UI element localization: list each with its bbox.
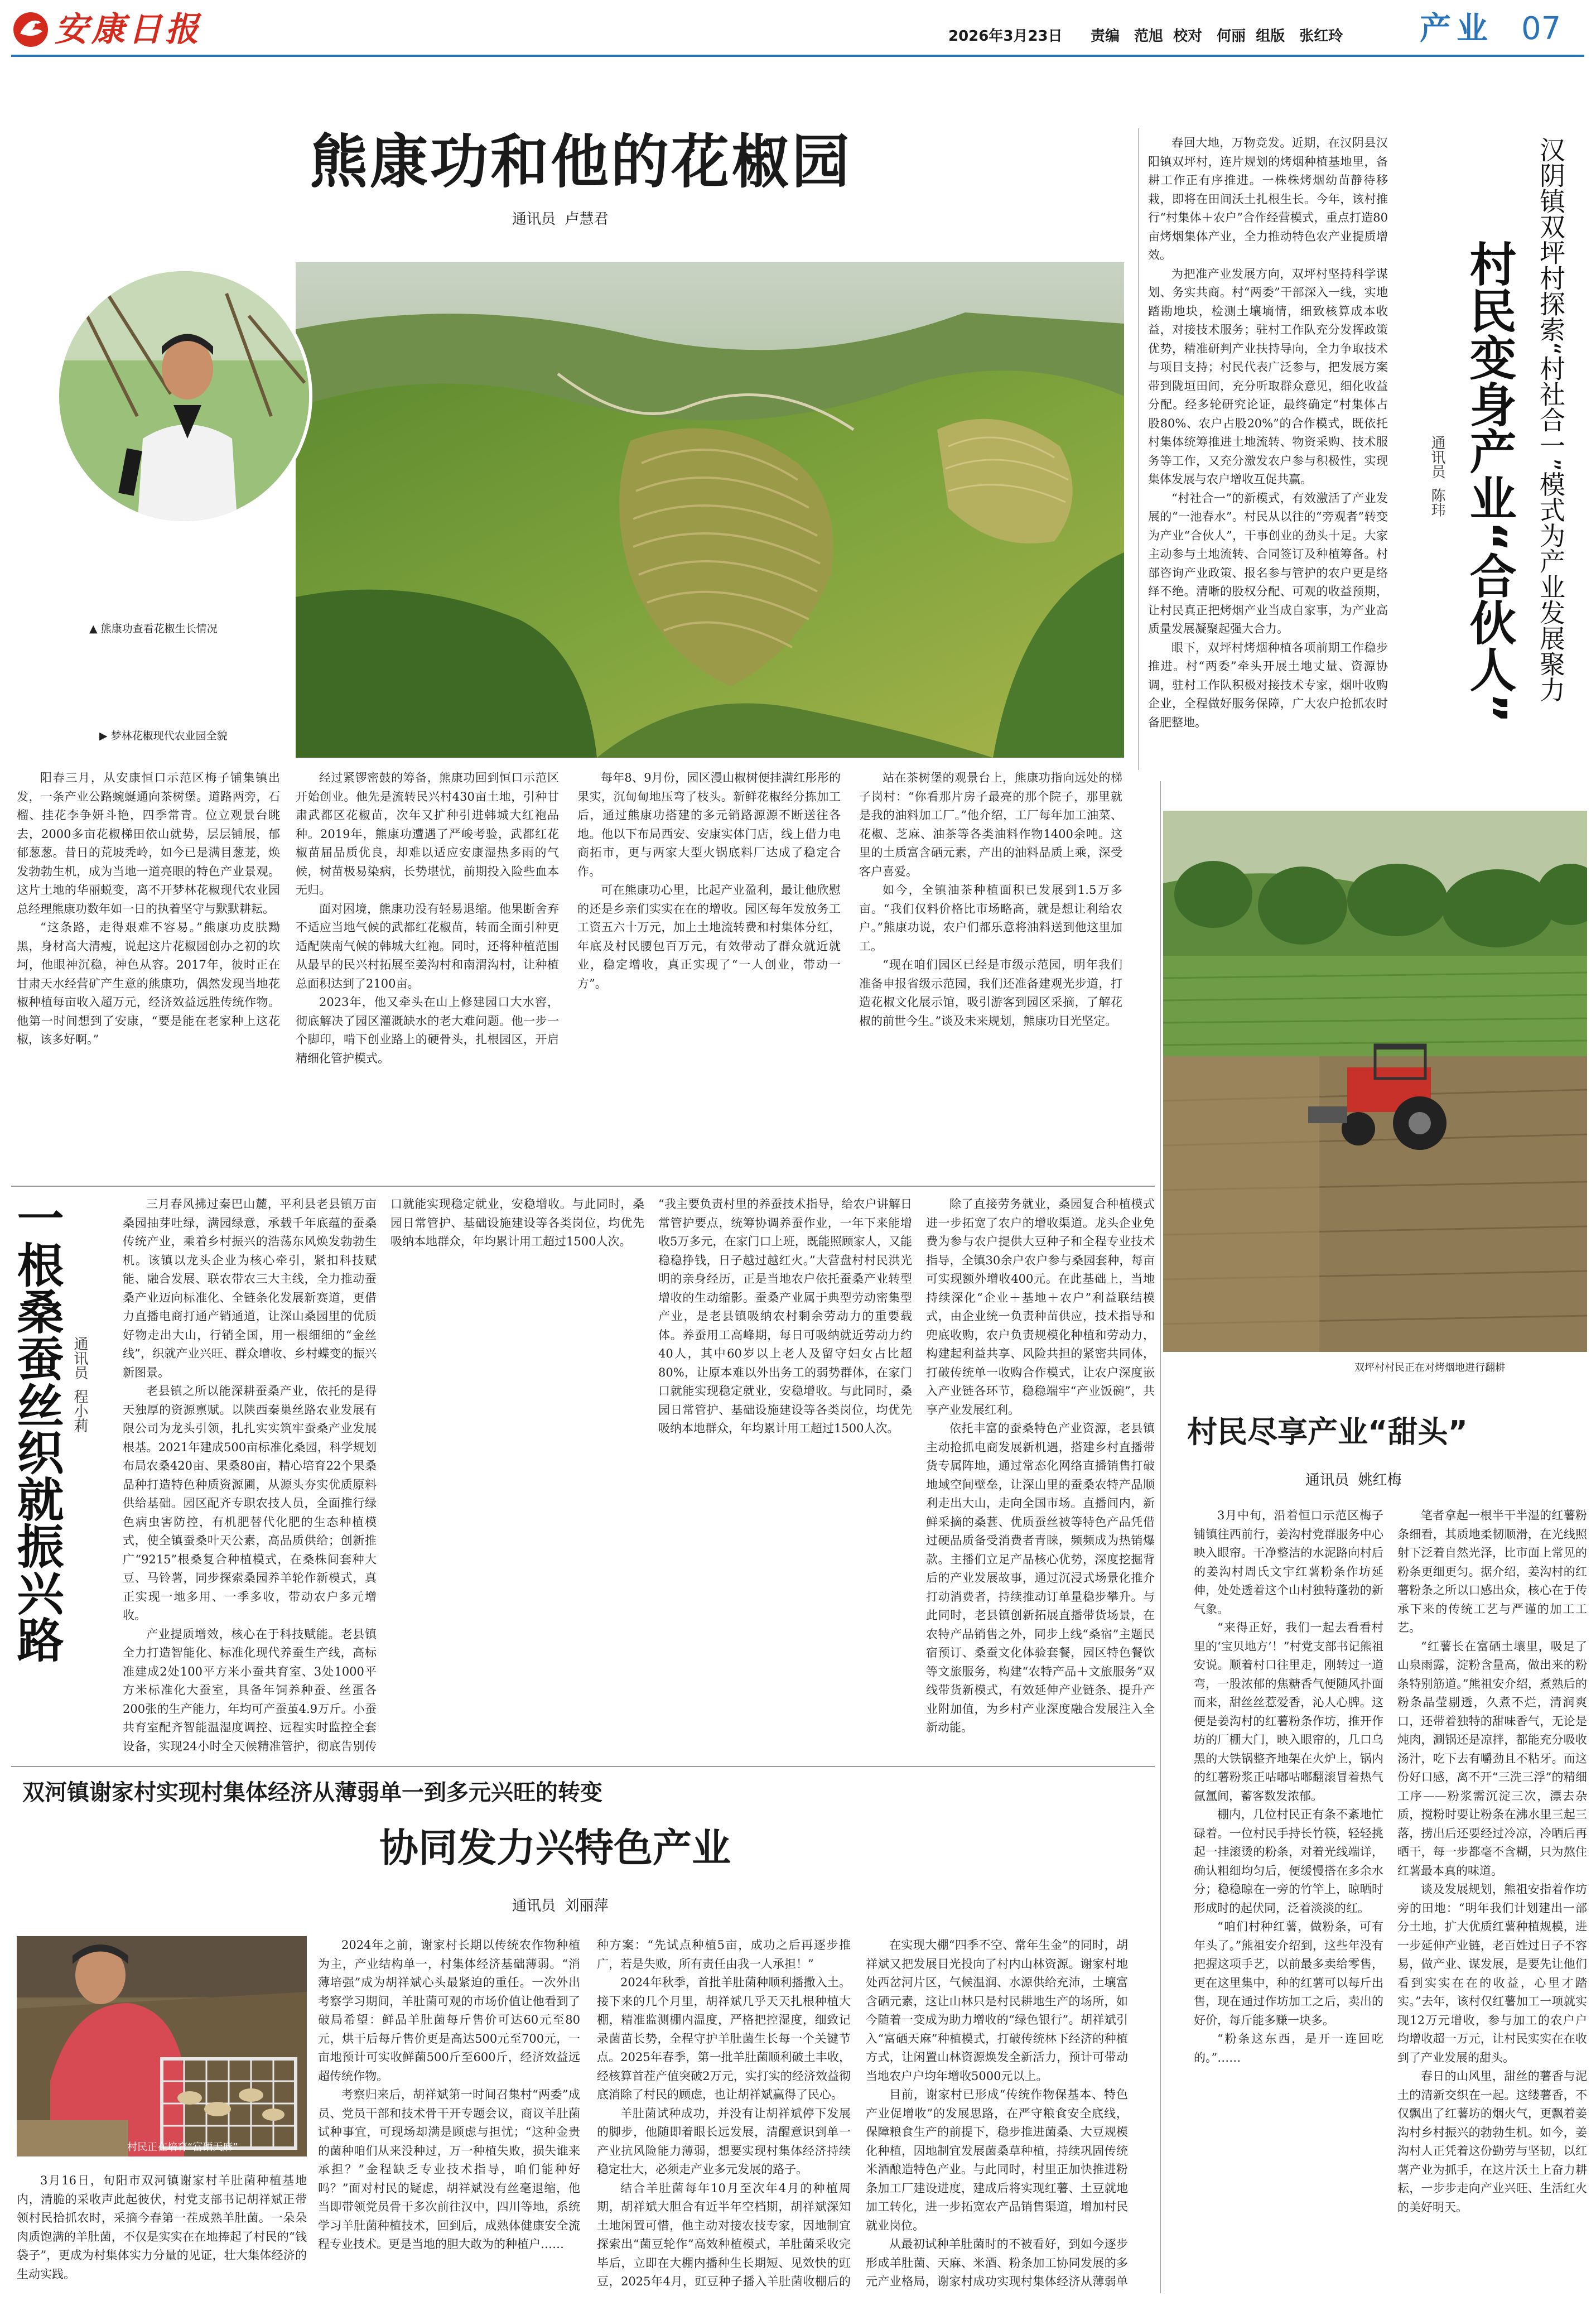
article2-headline: 村民变身产业“合伙人” [1462,240,1517,724]
article4-paragraph: 笔者拿起一根半干半湿的红薯粉条细看，其质地柔韧顺滑，在光线照射下泛着自然光泽，比市面上常见的粉条更细更匀。据介绍，姜沟村的红薯粉条之所以口感出众，核心在于传承下来的传统工艺与严谨的加工工艺。 [1397,1509,1587,1634]
article5-paragraph: 3月16日，旬阳市双河镇谢家村羊肚菌种植基地内，清脆的采收声此起彼伏，村党支部书记胡祥斌正带领村民拾抓农时，采摘今春第一茬成熟羊肚菌。一朵朵肉质饱满的羊肚菌，不仅是实实在在地捧起了村民的“钱袋子”，更成为村集体实力分量的见证，壮大集体经济的生动实践。 [17,2174,307,2281]
article5-tianma-photo [17,1936,307,2156]
article1-portrait-photo [56,268,312,524]
article4-headline: 村民尽享产业“甜头” [1187,1414,1468,1450]
article3-paragraph: 除了直接劳务就业，桑园复合种植模式进一步拓宽了农户的增收渠道。龙头企业免费为参与农户提供大豆种子和全程专业技术指导，全镇30余户农户参与桑园套种，每亩可实现额外增收400元。在此基础上，当地持续深化“企业＋基地＋农户”利益联结模式，由企业统一负责种苗供应，技术指导和兜底收购，农户负责规模化种植和劳动力，构建起利益共享、风险共担的紧密共同体，打破传统单一收购合作模式，让农户深度嵌入产业链各环节，稳稳端牢“产业饭碗”，共享产业发展红利。 [926,1197,1155,1417]
article3-paragraph: 口就能实现稳定就业，安稳增收。与此同时，桑园日常管护、基础设施建设等各类岗位，均优先吸纳本地群众，年均累计用工超过1500人次。 [390,1197,644,1248]
issue-date: 2026年3月23日 [948,28,1063,45]
article1-paragraph: 阳春三月，从安康恒口示范区梅子铺集镇出发，一条产业公路蜿蜒通向茶树堡。道路两旁，石榴、挂花李争妍斗艳，四季常青。位立观景台眺去，2000多亩花椒梯田依山就势，层层铺展，郁郁葱葱。昔日的荒坡秃岭，如今已是满目葱茏，焕发勃勃生机，成为当地一道亮眼的特色产业景观。这片土地的华丽蜕变，离不开梦林花椒现代农业园总经理熊康功数年如一日的执着坚守与默默耕耘。 [17,771,280,916]
article4-paragraph: 春日的山风里，甜丝的薯香与泥土的清新交织在一起。这缕薯香，不仅飘出了红薯坊的烟火气，更飘着姜沟村乡村振兴的勃勃生机。如今，姜沟村人正凭着这份勤劳与坚韧，以红薯产业为抓手，在这片沃土上奋力耕耘，一步步走向产业兴旺、生活红火的美好明天。 [1397,2069,1587,2214]
article1-paragraph: “这条路，走得艰难不容易。”熊康功皮肤黝黑，身材高大清瘦，说起这片花椒园创办之初的坎坷，他眼神沉稳，神色从容。2017年，彼时正在甘肃天水经营矿产生意的熊康功，偶然发现当地花椒种植每亩收入超万元，经济效益远胜传统作物。他第一时间想到了安康，“要是能在老家种上这花椒，该多好啊。” [17,921,280,1046]
article4-paragraph: 3月中旬，沿着恒口示范区梅子铺镇往西前行，姜沟村党群服务中心映入眼帘。干净整洁的水泥路向村后的姜沟村周氏文宇红薯粉条作坊延伸，处处透着这个山村独特蓬勃的新气象。 [1194,1509,1383,1616]
article2-byline: 通讯员 陈玮 [1429,435,1445,517]
article5-photo-caption: 村民正在培育“富硒天麻” [127,2141,238,2153]
article1-paragraph: 如今，全镇油茶种植面积已发展到1.5万多亩。“我们仅料价格比市场略高，就是想让利给农户。”熊康功说，农户们都乐意将油料送到他这里加工。 [859,883,1122,953]
article5-paragraph: 结合羊肚菌每年10月至次年4月的种植周期，胡祥斌大胆合有近半年空档期，胡祥斌深知土地闲置可惜，他主动对接农技专家，因地制宜探索出“菌豆轮作”高效种植模式，羊肚菌采收完毕后，立即在大棚内播种生长期短、见效快的豇豆，2025年4月，豇豆种子播入羊肚菌收棚后的 [597,2181,851,2288]
article3-paragraph: “我主要负责村里的养蚕技术指导，给农户讲解日常管护要点，统筹协调养蚕作业，一年下来能增收5万多元，在家门口上班，既能照顾家人，又能稳稳挣钱，日子越过越红火。”大营盘村村民洪光明的亲身经历，正是当地农户依托蚕桑产业转型增收的生动缩影。蚕桑产业属于典型劳动密集型产业，是老县镇吸纳农村剩余劳动力的重要载体。养蚕用工高峰期，每日可吸纳就近劳动力约40人，其中60岁以上老人及留守妇女占比超80%，让原本难以外出务工的弱势群体，在家门口就能实现稳定就业，安稳增收。与此同时，桑园日常管护、基础设施建设等各类岗位，均优先吸纳本地群众，年均累计用工超过1500人次。 [658,1197,912,1435]
article1-portrait-caption: ▲ 熊康功查看花椒生长情况 [89,623,218,635]
article2-kicker: 汉阴镇双坪村探索“村社合一”模式为产业发展聚力 [1536,137,1566,702]
newspaper-logo-icon [12,11,49,48]
staff-credits: 责编 范旭 校对 何丽 组版 张红玲 [1091,28,1343,45]
masthead-rule [11,55,1584,57]
article4-paragraph: 谈及发展规划，熊祖安指着作坊旁的田地：“明年我们计划建出一部分土地，扩大优质红薯种植规模，进一步延伸产业链，老百姓过日子不容易，做产业、谋发展，是要先让他们看到实实在在的收益，心里才踏实。”去年，该村仅红薯加工一项就实现12万元增收，参与加工的农户户均增收超一万元，让村民实实在在收到了产业发展的甜头。 [1397,1883,1587,2064]
article3-paragraph: 依托丰富的蚕桑特色产业资源，老县镇主动抢抓电商发展新机遇，搭建乡村直播带货专属阵地，通过常态化网络直播销售打破地域空间壁垒，让深山里的蚕桑农特产品顺利走出大山，走向全国市场。直播间内，新鲜采摘的桑葚、优质蚕丝被等特色产品凭借过硬品质备受消费者青睐，频频成为热销爆款。主播们立足产品核心优势，深度挖掘背后的产业发展故事，通过沉浸式场景化推介打动消费者，持续推动订单量稳步攀升。与此同时，老县镇创新拓展直播带货场景，在农特产品销售之外，同步上线“桑宿”主题民宿预订、桑蚕文化体验套餐，园区特色餐饮等文旅服务，构建“农特产品＋文旅服务”双线带货新模式，有效延伸产业链条、提升产业附加值，为乡村产业深度融合发展注入全新动能。 [926,1422,1155,1734]
article3-byline: 通讯员 程小莉 [71,1336,88,1433]
article2-paragraph: 春回大地，万物竞发。近期，在汉阴县汉阳镇双坪村，连片规划的烤烟种植基地里，备耕工作正有序推进。一株株烤烟幼苗静待移栽，即将在田间沃土扎根生长。今年，该村推行“村集体＋农户”合作经营模式，重点打造80亩烤烟集体产业，全力推动特色农产业提质增效。 [1148,136,1388,262]
article2-tractor-photo [1163,811,1587,1352]
article1-paragraph: 2023年，他又牵头在山上修建园口大水窖，彻底解决了园区灌溉缺水的老大难问题。他一步一个脚印，啃下创业路上的硬骨头，扎根园区，开启精细化管护模式。 [296,995,559,1065]
article4-paragraph: “来得正好，我们一起去看看村里的‘宝贝地方’！”村党支部书记熊祖安说。顺着村口往里走，刚转过一道弯，一股浓郁的焦糖香气便随风扑面而来，甜丝丝惹爱香，沁人心脾。这便是姜沟村的红薯粉条作坊，推开作坊的厂棚大门，映入眼帘的，几口乌黑的大铁锅整齐地架在火炉上，锅内的红薯粉浆正咕嘟咕嘟翻滚冒着热气氤氲间，蓄客数发浓郁。 [1194,1621,1383,1803]
article4-paragraph: “咱们村种红薯，做粉条，可有年头了。”熊祖安介绍到，这些年没有把握这项手艺，以前最多卖给零售，更在这里集中，种的红薯可以每斤出售，现在通过作坊加工之后，卖出的好价，每斤能多赚一块多。 [1194,1920,1383,2027]
article3-paragraph: 产业提质增效，核心在于科技赋能。老县镇全力打造智能化、标准化现代养蚕生产线，高标准建成2处100平方米小蚕共育室、3处1000平方米标准化大蚕室，具备年饲养种蚕、丝蛋各200张的生产能力，年均可产蚕茧4.9万斤。小蚕共育室配齐智能温湿度调控、远程实时监控全套设备，实现24小时全天候精准管护，彻底告别传 [123,1627,377,1753]
article5-byline: 通讯员 刘丽萍 [512,1898,609,1914]
article3-paragraph: 三月春风拂过秦巴山麓，平利县老县镇万亩桑园抽芽吐绿，满园绿意，承载千年底蕴的蚕桑传统产业，乘着乡村振兴的浩荡东风焕发勃勃生机。该镇以龙头企业为核心牵引，紧扣科技赋能、融合发展、联农带农三大主线，全力推动蚕桑产业迈向标准化、全链条化发展新赛道，更借力直播电商打通产销通道，让深山桑园里的优质好物走出大山，行销全国，用一根细细的“金丝线”，织就产业兴旺、群众增收、乡村蝶变的振兴新图景。 [123,1197,377,1379]
article1-paragraph: 经过紧锣密鼓的筹备，熊康功回到恒口示范区开始创业。他先是流转民兴村430亩土地，引种甘肃武都区花椒苗，次年又扩种引进韩城大红袍品种。2019年，熊康功遭遇了严峻考验，武都红花椒苗届品质优良，却难以适应安康湿热多雨的气候，树苗极易染病，长势堪忧，前期投入险些血本无归。 [296,771,559,897]
divider [11,1186,1155,1187]
article2-paragraph: 为把准产业发展方向，双坪村坚持科学谋划、务实共商。村“两委”干部深入一线，实地踏勘地块，检测土壤墒情，细致核算成本收益，对接技术服务；驻村工作队充分发挥政策优势，精准研判产业扶持导向，全力争取技术与项目支持；村民代表广泛参与，把发展方案带到陇垣田间，充分听取群众意见，细化收益分配。经多轮研究论证，最终确定“村集体占股80%、农户占股20%”的合作模式，既依托村集体统筹推进土地流转、物资采购、技术服务等工作，又充分激发农户参与积极性，实现集体发展与农户增收互促共赢。 [1148,267,1388,486]
article1-paragraph: “现在咱们园区已经是市级示范园，明年我们准备申报省级示范园，我们还准备建观光步道，打造花椒文化展示馆，吸引游客到园区采摘，了解花椒的前世今生。”谈及未来规划，熊康功目光坚定。 [859,958,1122,1028]
article2-paragraph: “村社合一”的新模式，有效激活了产业发展的“一池春水”。村民从以往的“旁观者”转变为产业“合伙人”，干事创业的劲头十足。大家主动参与土地流转、合同签订及种植筹备。村部咨询产业政策、报名参与管护的农户更是络绎不绝。清晰的股权分配、可观的收益预期，让村民真正把烤烟产业当成自家事，为产业高质量发展凝聚起强大合力。 [1148,491,1388,636]
divider [1160,781,1161,2293]
article5-headline: 协同发力兴特色产业 [379,1825,731,1871]
article1-byline: 通讯员 卢慧君 [512,211,609,228]
article1-title: 熊康功和他的花椒园 [310,128,852,196]
article4-paragraph: 棚内，几位村民正有条不紊地忙碌着。一位村民手持长竹筷，轻轻挑起一挂滚烫的粉条，对着光线端详，确认粗细均匀后，便缓慢搭在多余水分；稳稳晾在一旁的竹竿上，晾晒时形成时的起伏同，泛着淡淡的红。 [1194,1808,1383,1915]
page-number: 07 [1521,11,1561,47]
divider [11,1766,1155,1767]
article5-paragraph: 在实现大棚“四季不空、常年生金”的同时，胡祥斌又把发展目光投向了村内山林资源。谢家村地处西岔河片区，气候温润、水源供给充沛，土壤富含硒元素，这让山林只是村民耕地生产的场所，如今随着一变成为助力增收的“绿色银行”。胡祥斌引入“富硒天麻”种植模式，打破传统林下经济的种植方式，让闲置山林资源焕发全新活力，预计可带动当地农户户均年增收5000元以上。 [866,1938,1128,2083]
section-name: 产业 [1420,11,1493,47]
article4-paragraph: “红薯长在富硒土壤里，吸足了山泉雨露，淀粉含量高，做出来的粉条特别筋道。”熊祖安介绍，煮熟后的粉条晶莹剔透，久煮不烂，清润爽口，还带着独特的甜味香气，无论是炖肉，涮锅还是凉拌，都能充分吸收汤汁，吃下去有嚼劲且不粘牙。而这份好口感，离不开“三洗三浮”的精细工序——粉浆需沉淀三次，漂去杂质，搅粉时要让粉条在沸水里三起三落，捞出后还要经过冷凉，冷晒后再晒干，每一步都毫不含糊，只为熬住红薯最本真的味道。 [1397,1639,1587,1878]
article1-paragraph: 站在茶树堡的观景台上，熊康功指向远处的梯子岗村：“你看那片房子最亮的那个院子，那里就是我的油料加工厂。”他介绍，工厂每年加工油菜、花椒、芝麻、油茶等各类油料作物1400余吨。这里的土质富含硒元素，产出的油料品质上乘，深受客户喜爱。 [859,771,1122,878]
article5-paragraph: 2024年之前，谢家村长期以传统农作物种植为主，产业结构单一，村集体经济基础薄弱。“消薄培强”成为胡祥斌心头最紧迫的重任。一次外出考察学习期间，羊肚菌可观的市场价值让他看到了破局希望：鲜品羊肚菌每斤售价可达60元至80元，烘干后每斤售价更是高达500元至700元，一亩地预计可实收鲜菌500斤至600斤，经济效益远超传统作物。 [318,1938,580,2083]
masthead [0,0,1596,56]
article5-paragraph: 目前，谢家村已形成“传统作物保基本、特色产业促增收”的发展思路，在严守粮食安全底线，保障粮食生产的前提下，稳步推进菌桑、大豆规模化种植，因地制宜发展菌桑草种植，持续巩固传统米酒酿造特色产业。与此同时，村里正加快推进粉条加工厂建设进度，建成后将实现红薯、土豆就地加工转化，进一步拓宽农产品销售渠道，增加村民就业岗位。 [866,2088,1128,2232]
article4-paragraph: “粉条这东西，是开一连回吃的。”…… [1194,2032,1383,2064]
article5-paragraph: 种方案：“先试点种植5亩，成功之后再逐步推广，若是失败，所有责任由我一人承担！” [597,1938,851,1971]
article1-paragraph: 每年8、9月份，园区漫山椒树便挂满红彤彤的果实，沉甸甸地压弯了枝头。新鲜花椒经分拣加工后，通过熊康功搭建的多元销路源源不断送往各地。他以下布局西安、安康实体门店，线上借力电商拓市，更与两家大型火锅底料厂达成了稳定合作。 [577,771,841,878]
article2-body [1148,134,1388,764]
article5-paragraph: 2024年秋季，首批羊肚菌种顺利播撒入土。接下来的几个月里，胡祥斌几乎天天扎根种植大棚，精准监测棚内温度，严格把控湿度，细致记录菌苗长势，全程守护羊肚菌生长每一个关键节点。2025年春季，第一批羊肚菌顺利破土丰收，经核算首茬产值突破2万元，实打实的经济效益彻底消除了村民的顾虑，也让胡祥斌赢得了民心。 [597,1976,851,2101]
article1-photo-caption: ▶ 梦林花椒现代农业园全貌 [99,730,228,742]
article3-headline: 一根桑蚕丝织就振兴路 [9,1194,64,1663]
article1-paragraph: 可在熊康功心里，比起产业盈利，最让他欣慰的还是乡亲们实实在在的增收。园区每年发放务工工资五六十万元，加上土地流转费和村集体分红，年底及村民腰包百万元，有效带动了群众就近就业，稳定增收，真正实现了“一人创业，带动一方”。 [577,883,841,990]
article5-paragraph: 羊肚菌试种成功，并没有让胡祥斌停下发展的脚步，他随即着眼长远发展，清醒意识到单一产业抗风险能力薄弱，想要实现村集体经济持续稳定壮大，必须走产业多元发展的路子。 [597,2106,851,2176]
article5-paragraph: 从最初试种羊肚菌时的不被看好，到如今逐步形成羊肚菌、天麻、米酒、粉条加工协同发展的多元产业格局，谢家村成功实现村集体经济从薄弱单 [866,2237,1128,2288]
article2-paragraph: 眼下，双坪村烤烟种植各项前期工作稳步推进。村“两委”牵头开展土地丈量、资源协调，驻村工作队积极对接技术专家，烟叶收购企业，全程做好服务保障，广大农户抢抓农时备肥整地。 [1148,641,1388,729]
article2-photo-caption: 双坪村村民正在对烤烟地进行翻耕 [1354,1362,1505,1374]
article3-paragraph: 老县镇之所以能深耕蚕桑产业，依托的是得天独厚的资源禀赋。以陕西秦巢丝路农业发展有限公司为龙头引领，扎扎实实筑牢蚕桑产业发展根基。2021年建成500亩标准化桑园，科学规划布局农桑420亩、果桑80亩，精心培育22个果桑品种打造特色种质资源圃，从源头夯实优质原料供给基础。园区配齐专职农技人员，全面推行绿色病虫害防控，有机肥替代化肥的生态种植模式，使全镇蚕桑叶天公素，高品质供给；创新推广“9215”根桑复合种植模式，在桑株间套种大豆、马铃薯，同步探索桑园养羊轮作新模式，真正实现一地多用、一季多收，带动农户多元增收。 [123,1384,377,1622]
article1-paragraph: 面对困境，熊康功没有轻易退缩。他果断舍弃不适应当地气候的武都红花椒苗，转而全面引种更适配陕南气候的韩城大红袍。同时，还将种植范围从最早的民兴村拓展至姜沟村和南渭沟村，让种植总面积达到了2100亩。 [296,902,559,990]
article4-byline: 通讯员 姚红梅 [1305,1472,1402,1489]
article5-kicker: 双河镇谢家村实现村集体经济从薄弱单一到多元兴旺的转变 [22,1780,602,1806]
newspaper-name: 安康日报 [55,10,202,49]
article5-paragraph: 考察归来后，胡祥斌第一时间召集村“两委”成员、党员干部和技术骨干开专题会议，商议羊肚菌试种事宜，可现场却满是顾虑与担忧；“这种金贵的菌种咱们从来没种过，万一种植失败，损失谁来承担？”金程缺乏专业技术指导，咱们能种好吗？”面对村民的疑虑，胡祥斌没有丝毫退缩，他当即带领党员骨干多次前往汉中，四川等地，系统学习羊肚菌种植技术，回到后，成熟体健康安全流程专业技术。更是当地的胆大敢为的种植户…… [318,2088,580,2251]
article1-aerial-photo [296,262,1124,758]
divider [1138,128,1139,770]
